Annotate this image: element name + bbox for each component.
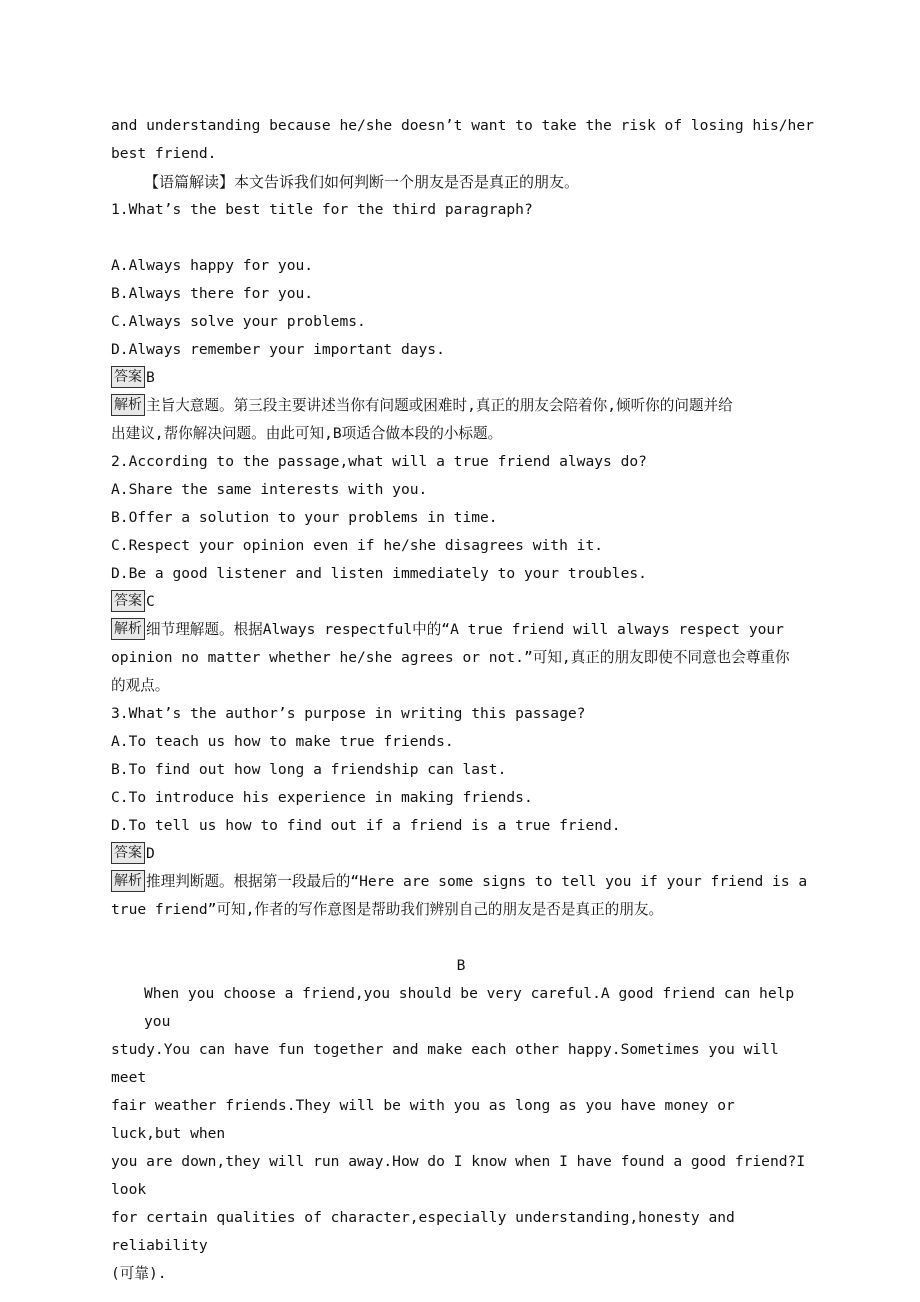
q3-option-b: B.To find out how long a friendship can last. xyxy=(111,761,507,778)
document-page xyxy=(111,112,814,1288)
q2-analysis xyxy=(111,616,811,700)
section-b-paragraph xyxy=(111,980,811,1288)
q1-option-a: A.Always happy for you. xyxy=(111,257,314,274)
analysis-tag: 解析 xyxy=(111,870,145,892)
q2-option-b: B.Offer a solution to your problems in time. xyxy=(111,509,498,526)
q1-analysis-line: 主旨大意题。第三段主要讲述当你有问题或困难时,真正的朋友会陪着你,倾听你的问题并给 xyxy=(146,397,733,414)
question-2-stem: 2.According to the passage,what will a true friend always do? xyxy=(111,453,647,470)
paragraph-line: study.You can have fun together and make each other happy.Sometimes you will meet xyxy=(111,1041,779,1086)
passage-line: and understanding because he/she doesn’t want to take the risk of losing his/her xyxy=(111,117,814,134)
q2-answer-row xyxy=(111,588,811,616)
paragraph-line: for certain qualities of character,especially understanding,honesty and reliability xyxy=(111,1209,735,1254)
q2-answer: C xyxy=(146,593,155,610)
question-1-stem: 1.What’s the best title for the third paragraph? xyxy=(111,201,533,218)
q2-option-d: D.Be a good listener and listen immediately to your troubles. xyxy=(111,565,647,582)
paragraph-line: you are down,they will run away.How do I know when I have found a good friend?I look xyxy=(111,1153,806,1198)
q2-analysis-line: opinion no matter whether he/she agrees or not.”可知,真正的朋友即使不同意也会尊重你 xyxy=(111,649,790,666)
q3-analysis xyxy=(111,868,811,924)
answer-tag: 答案 xyxy=(111,366,145,388)
spacer xyxy=(111,924,811,952)
passage-line: best friend. xyxy=(111,145,217,162)
q1-analysis xyxy=(111,392,811,448)
spacer xyxy=(111,224,811,252)
paragraph-line: fair weather friends.They will be with you as long as you have money or luck,but when xyxy=(111,1097,735,1142)
q3-answer: D xyxy=(146,845,155,862)
q2-option-c: C.Respect your opinion even if he/she disagrees with it. xyxy=(111,537,604,554)
q1-answer-row xyxy=(111,364,811,392)
q3-analysis-line: 推理判断题。根据第一段最后的“Here are some signs to tell you if your friend is a xyxy=(146,873,808,890)
q2-option-a: A.Share the same interests with you. xyxy=(111,481,428,498)
q2-analysis-line: 的观点。 xyxy=(111,677,170,694)
q3-option-c: C.To introduce his experience in making friends. xyxy=(111,789,533,806)
q1-option-b: B.Always there for you. xyxy=(111,285,314,302)
question-3-stem: 3.What’s the author’s purpose in writing this passage? xyxy=(111,705,586,722)
answer-tag: 答案 xyxy=(111,842,145,864)
q1-answer: B xyxy=(146,369,155,386)
q1-option-d: D.Always remember your important days. xyxy=(111,341,445,358)
paragraph-line: (可靠). xyxy=(111,1265,167,1282)
q3-analysis-line: true friend”可知,作者的写作意图是帮助我们辨别自己的朋友是否是真正的朋友。 xyxy=(111,901,664,918)
q3-option-d: D.To tell us how to find out if a friend is a true friend. xyxy=(111,817,621,834)
analysis-tag: 解析 xyxy=(111,394,145,416)
q3-answer-row xyxy=(111,840,811,868)
q1-option-c: C.Always solve your problems. xyxy=(111,313,366,330)
passage-interpretation: 【语篇解读】本文告诉我们如何判断一个朋友是否是真正的朋友。 xyxy=(144,173,580,191)
q1-analysis-line: 出建议,帮你解决问题。由此可知,B项适合做本段的小标题。 xyxy=(111,425,503,442)
q3-option-a: A.To teach us how to make true friends. xyxy=(111,733,454,750)
answer-tag: 答案 xyxy=(111,590,145,612)
paragraph-line: When you choose a friend,you should be very careful.A good friend can help you xyxy=(144,985,795,1030)
analysis-tag: 解析 xyxy=(111,618,145,640)
q2-analysis-line: 细节理解题。根据Always respectful中的“A true friend will always respect your xyxy=(146,621,784,638)
section-b-heading: B xyxy=(456,957,466,974)
